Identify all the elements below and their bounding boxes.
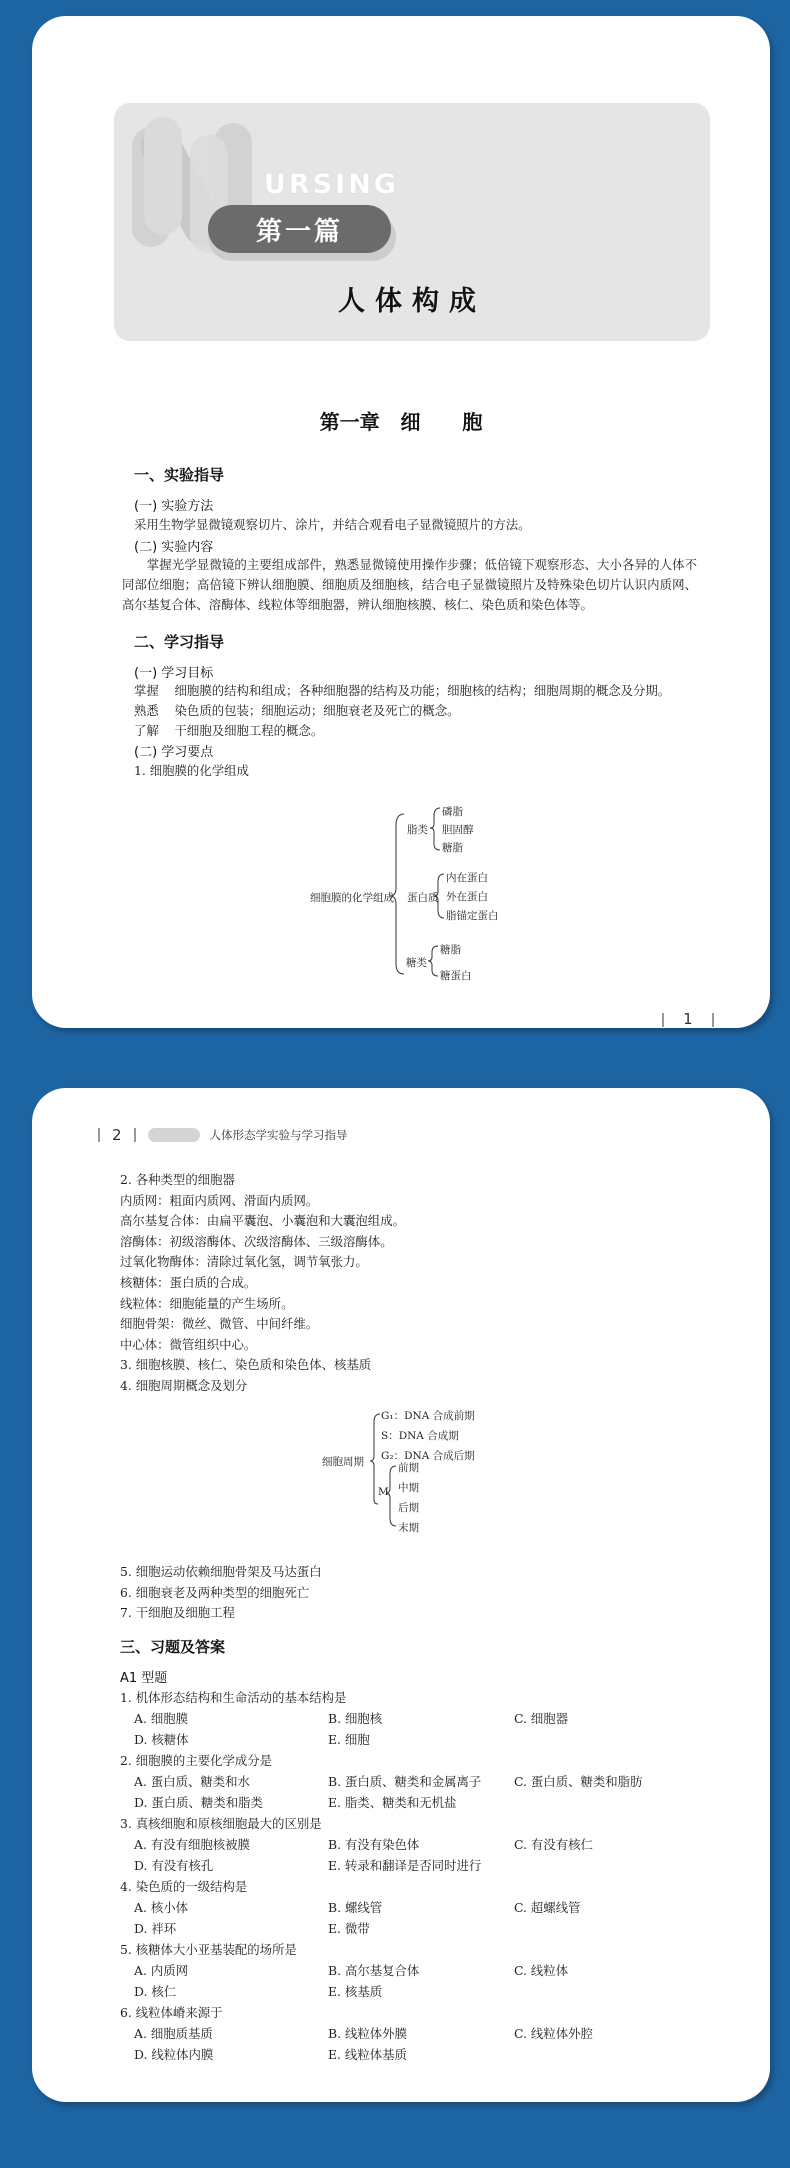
option-b: B. 高尔基复合体 xyxy=(328,1963,420,1978)
membrane-composition-diagram xyxy=(32,796,770,996)
option-e: E. 线粒体基质 xyxy=(328,2047,407,2062)
running-header xyxy=(98,1126,348,1144)
subsection-heading: (一) 实验方法 xyxy=(134,499,214,514)
option-d: D. 有没有核孔 xyxy=(134,1858,214,1873)
paragraph: 采用生物学显微镜观察切片、涂片，并结合观看电子显微镜照片的方法。 xyxy=(134,517,531,532)
divider xyxy=(662,1013,664,1027)
subsection-heading: (一) 学习目标 xyxy=(134,666,214,681)
option-c: C. 有没有核仁 xyxy=(514,1837,593,1852)
page-footer xyxy=(662,1009,714,1028)
group-item: 糖脂 xyxy=(442,842,463,854)
part-title: 人体构成 xyxy=(338,286,486,317)
m-phase-item: 后期 xyxy=(398,1502,419,1514)
question-stem: 3. 真核细胞和原核细胞最大的区别是 xyxy=(120,1816,322,1831)
diagram-braces xyxy=(32,796,770,996)
part-banner xyxy=(114,103,710,341)
option-c: C. 超螺线管 xyxy=(514,1900,581,1915)
option-a: A. 细胞膜 xyxy=(134,1711,188,1726)
interphase-item: G₂：DNA 合成后期 xyxy=(381,1450,475,1462)
book-page-1 xyxy=(32,16,770,1028)
point-line: 4. 细胞周期概念及划分 xyxy=(120,1377,248,1393)
group-label: 脂类 xyxy=(407,824,428,836)
divider xyxy=(712,1013,714,1027)
point-heading: 1. 细胞膜的化学组成 xyxy=(134,763,249,778)
point-line: 内质网：粗面内质网、滑面内质网。 xyxy=(120,1192,319,1208)
point-line: 5. 细胞运动依赖细胞骨架及马达蛋白 xyxy=(120,1564,322,1579)
option-d: D. 袢环 xyxy=(134,1921,177,1936)
question-stem: 5. 核糖体大小亚基装配的场所是 xyxy=(120,1942,297,1957)
divider xyxy=(134,1128,136,1142)
question-list xyxy=(120,1688,720,2088)
point-line: 2. 各种类型的细胞器 xyxy=(120,1172,235,1187)
section-heading: 二、学习指导 xyxy=(134,633,225,651)
chapter-title: 第一章 细 胞 xyxy=(319,410,483,434)
group-label: 糖类 xyxy=(406,957,427,969)
m-phase-item: 中期 xyxy=(398,1482,419,1494)
group-item: 脂锚定蛋白 xyxy=(446,910,499,922)
option-e: E. 脂类、糖类和无机盐 xyxy=(328,1795,457,1810)
page-number: 1 xyxy=(683,1010,693,1028)
option-c: C. 线粒体外腔 xyxy=(514,2026,593,2041)
option-b: B. 线粒体外膜 xyxy=(328,2026,407,2041)
question-type: A1 型题 xyxy=(120,1670,168,1686)
content-page2-lower xyxy=(120,1562,700,1686)
point-line: 线粒体：细胞能量的产生场所。 xyxy=(120,1295,294,1311)
group-item: 外在蛋白 xyxy=(446,891,488,903)
content-page1 xyxy=(122,464,697,782)
option-d: D. 核仁 xyxy=(134,1984,177,1999)
option-a: A. 蛋白质、糖类和水 xyxy=(134,1774,250,1789)
group-label: 蛋白质 xyxy=(407,892,439,904)
point-line: 核糖体：蛋白质的合成。 xyxy=(120,1274,257,1290)
point-line: 中心体：微管组织中心。 xyxy=(120,1336,257,1352)
subsection-heading: (二) 实验内容 xyxy=(134,540,214,555)
option-c: C. 蛋白质、糖类和脂肪 xyxy=(514,1774,643,1789)
content-page2 xyxy=(120,1170,700,1397)
group-item: 磷脂 xyxy=(442,806,463,818)
group-item: 糖脂 xyxy=(440,944,461,956)
divider xyxy=(98,1128,100,1142)
option-d: D. 蛋白质、糖类和脂类 xyxy=(134,1795,263,1810)
question-stem: 4. 染色质的一级结构是 xyxy=(120,1879,248,1894)
option-e: E. 核基质 xyxy=(328,1984,383,1999)
group-item: 内在蛋白 xyxy=(446,872,488,884)
option-a: A. 内质网 xyxy=(134,1963,188,1978)
question-stem: 2. 细胞膜的主要化学成分是 xyxy=(120,1753,273,1768)
part-label: 第一篇 xyxy=(208,205,391,253)
m-phase-label: M xyxy=(378,1486,389,1498)
point-line: 6. 细胞衰老及两种类型的细胞死亡 xyxy=(120,1584,310,1600)
option-d: D. 线粒体内膜 xyxy=(134,2047,214,2062)
option-c: C. 细胞器 xyxy=(514,1711,569,1726)
goal-line: 了解 干细胞及细胞工程的概念。 xyxy=(134,723,324,738)
page-number: 2 xyxy=(112,1126,122,1144)
point-line: 7. 干细胞及细胞工程 xyxy=(120,1605,235,1621)
diagram-root: 细胞周期 xyxy=(322,1456,364,1468)
goal-line: 熟悉 染色质的包装；细胞运动；细胞衰老及死亡的概念。 xyxy=(134,703,460,718)
m-phase-item: 末期 xyxy=(398,1522,419,1534)
option-b: B. 有没有染色体 xyxy=(328,1837,420,1852)
logo-text: URSING xyxy=(264,169,399,200)
option-b: B. 细胞核 xyxy=(328,1711,383,1726)
m-phase-item: 前期 xyxy=(398,1462,419,1474)
section-heading: 三、习题及答案 xyxy=(120,1637,226,1656)
book-page-2 xyxy=(32,1088,770,2102)
section-heading: 一、实验指导 xyxy=(134,466,225,484)
group-item: 胆固醇 xyxy=(442,824,474,836)
interphase-item: S：DNA 合成期 xyxy=(381,1430,459,1442)
option-a: A. 有没有细胞核被膜 xyxy=(134,1837,250,1852)
group-item: 糖蛋白 xyxy=(440,970,472,982)
paragraph: 掌握光学显微镜的主要组成部件，熟悉显微镜使用操作步骤；低倍镜下观察形态、大小各异的人体不同部位细胞；高倍镜下辨认细胞膜、细胞质及细胞核，结合电子显微镜照片及特殊染色切片认识内质网、高尔基复合体、溶酶体、线粒体等细胞器，辨认细胞核膜、核仁、染色质和染色体等。 xyxy=(122,557,697,612)
point-line: 高尔基复合体：由扁平囊泡、小囊泡和大囊泡组成。 xyxy=(120,1213,405,1229)
option-b: B. 蛋白质、糖类和金属离子 xyxy=(328,1774,482,1789)
point-line: 细胞骨架：微丝、微管、中间纤维。 xyxy=(120,1316,319,1332)
point-line: 3. 细胞核膜、核仁、染色质和染色体、核基质 xyxy=(120,1357,372,1373)
header-decoration xyxy=(148,1128,200,1142)
option-b: B. 螺线管 xyxy=(328,1900,383,1915)
option-e: E. 细胞 xyxy=(328,1732,370,1747)
point-line: 过氧化物酶体：清除过氧化氢，调节氧张力。 xyxy=(120,1254,368,1270)
diagram-root: 细胞膜的化学组成 xyxy=(310,892,394,904)
goal-line: 掌握 细胞膜的结构和组成；各种细胞器的结构及功能；细胞核的结构；细胞周期的概念及分期。 xyxy=(134,683,671,698)
cell-cycle-diagram xyxy=(32,1406,770,1536)
option-c: C. 线粒体 xyxy=(514,1963,569,1978)
question-stem: 6. 线粒体嵴来源于 xyxy=(120,2005,223,2020)
point-line: 溶酶体：初级溶酶体、次级溶酶体、三级溶酶体。 xyxy=(120,1233,393,1249)
option-e: E. 转录和翻译是否同时进行 xyxy=(328,1858,482,1873)
interphase-item: G₁：DNA 合成前期 xyxy=(381,1410,475,1422)
option-d: D. 核糖体 xyxy=(134,1732,189,1747)
option-e: E. 微带 xyxy=(328,1921,370,1936)
question-stem: 1. 机体形态结构和生命活动的基本结构是 xyxy=(120,1690,347,1705)
option-a: A. 核小体 xyxy=(134,1900,188,1915)
subsection-heading: (二) 学习要点 xyxy=(134,745,214,760)
option-a: A. 细胞质基质 xyxy=(134,2026,213,2041)
running-title: 人体形态学实验与学习指导 xyxy=(209,1128,348,1142)
